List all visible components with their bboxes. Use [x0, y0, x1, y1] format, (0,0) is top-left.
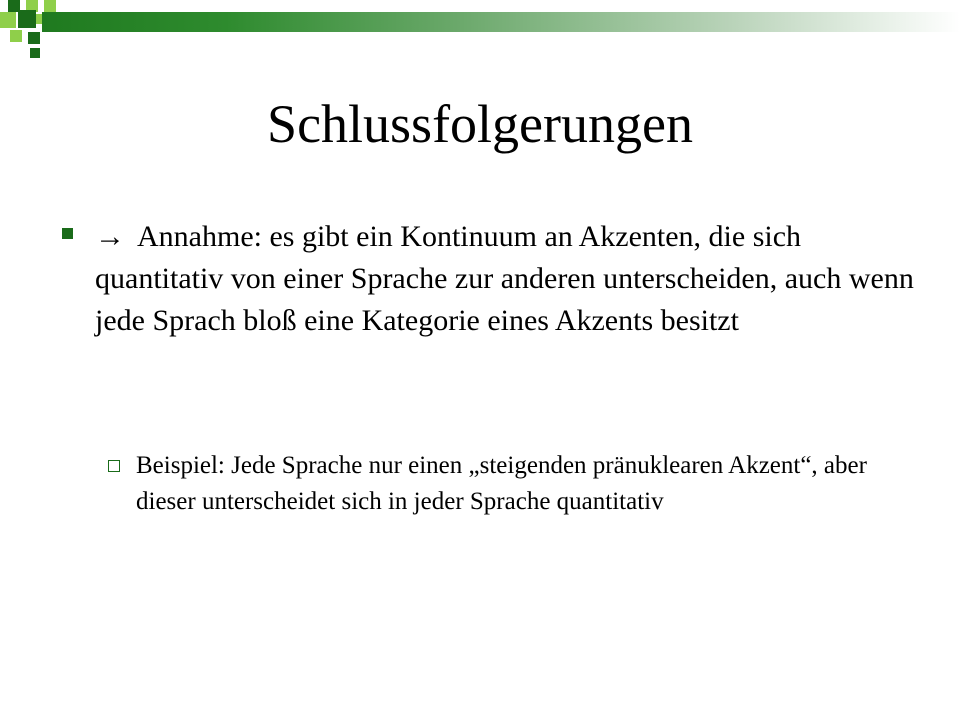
- slide-header-decoration: [0, 0, 960, 60]
- decoration-square: [44, 0, 56, 12]
- bullet-text: [95, 216, 915, 342]
- sub-bullet-text: Beispiel: Jede Sprache nur einen „steigenden pränuklearen Akzent“, aber dieser unterscheidet sich in jeder Sprache quantitativ: [136, 452, 867, 515]
- bullet-text-content: Annahme: es gibt ein Kontinuum an Akzenten, die sich quantitativ von einer Sprache zur anderen unterscheiden, auch wenn jede Sprach bloß eine Kategorie eines Akzents besitzt: [95, 220, 914, 337]
- decoration-square: [0, 12, 16, 28]
- decoration-square: [28, 32, 40, 44]
- hollow-square-bullet-icon: [108, 460, 120, 472]
- decoration-square: [18, 10, 36, 28]
- decoration-square: [10, 30, 22, 42]
- slide-title: Schlussfolgerungen: [267, 94, 693, 154]
- right-arrow-icon: →: [95, 220, 125, 253]
- square-bullet-icon: [62, 228, 73, 239]
- header-gradient-bar: [42, 12, 960, 32]
- decoration-square: [30, 48, 40, 58]
